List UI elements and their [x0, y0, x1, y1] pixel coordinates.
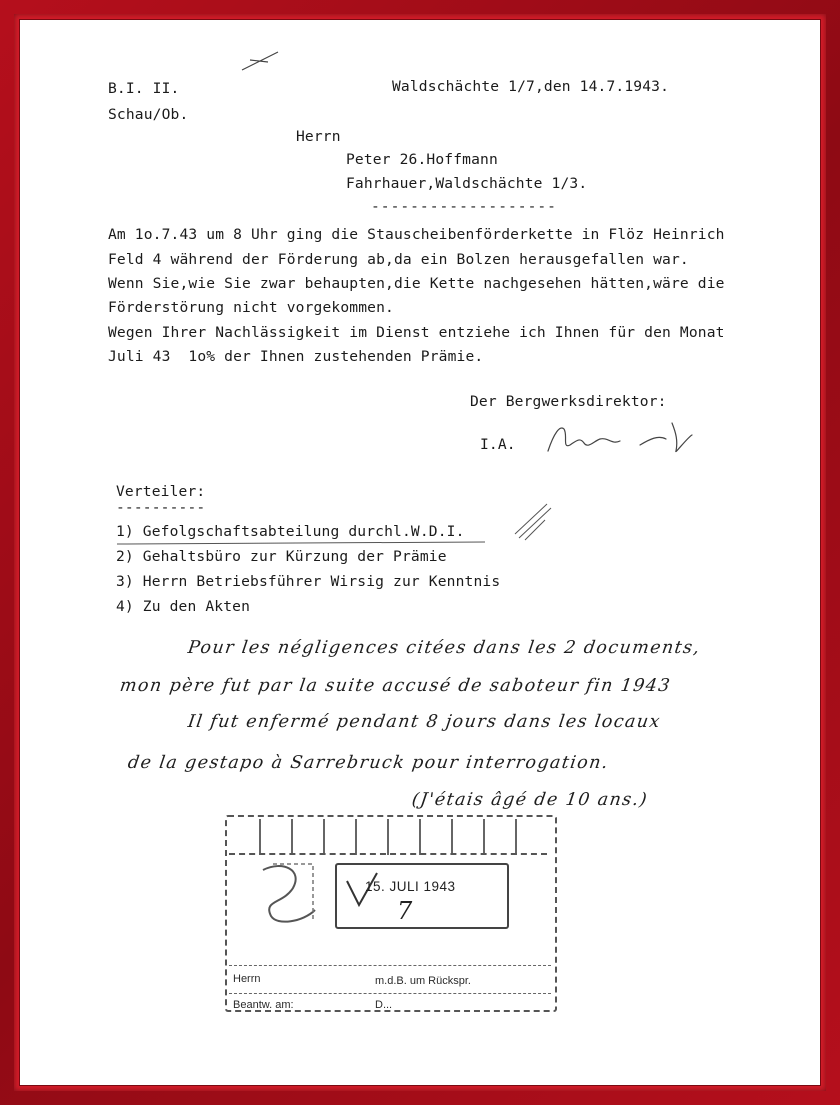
stamp-date: 15. JULI 1943	[365, 879, 456, 894]
handwritten-signature	[540, 415, 700, 465]
handwritten-note-line: (J'étais âgé de 10 ans.)	[410, 790, 650, 810]
stamp-cells	[229, 819, 547, 855]
body-line: Wenn Sie,wie Sie zwar behaupten,die Kette nachgesehen hätten,wäre die	[108, 275, 725, 292]
handwritten-note-line: mon père fut par la suite accusé de saboteur fin 1943	[118, 676, 673, 696]
stamp-label: m.d.B. um Rückspr.	[375, 975, 471, 987]
stamp-label: Beantw. am:	[233, 999, 294, 1011]
body-line: Förderstörung nicht vorgekommen.	[108, 299, 394, 316]
distribution-title: Verteiler:	[116, 483, 206, 500]
distribution-underline: ----------	[116, 499, 206, 516]
body-line: Juli 43 1o% der Ihnen zustehenden Prämie.	[108, 348, 484, 365]
pen-mark	[238, 48, 288, 78]
stamp-number: 7	[397, 897, 413, 925]
body-line: Wegen Ihrer Nachlässigkeit im Dienst entziehe ich Ihnen für den Monat	[108, 324, 725, 341]
reference-code: B.I. II.	[108, 80, 180, 97]
handwritten-note-line: Il fut enfermé pendant 8 jours dans les locaux	[186, 712, 663, 732]
recipient-role: Fahrhauer,Waldschächte 1/3.	[346, 175, 588, 192]
stamp-divider	[229, 993, 551, 994]
handwritten-note-line: Pour les négligences citées dans les 2 documents,	[186, 638, 702, 658]
signer-prefix: I.A.	[480, 436, 516, 453]
distribution-item: 2) Gehaltsbüro zur Kürzung der Prämie	[116, 548, 447, 565]
distribution-item: 4) Zu den Akten	[116, 598, 251, 615]
body-line: Feld 4 während der Förderung ab,da ein Bolzen herausgefallen war.	[108, 251, 689, 268]
stamp-label: D...	[375, 999, 393, 1011]
distribution-item: 3) Herrn Betriebsführer Wirsig zur Kenntnis	[116, 573, 501, 590]
received-stamp	[225, 815, 555, 1010]
recipient-name: Peter 26.Hoffmann	[346, 151, 498, 168]
salutation: Herrn	[296, 128, 341, 145]
author-initials: Schau/Ob.	[108, 106, 189, 123]
signer-title: Der Bergwerksdirektor:	[470, 393, 667, 410]
body-line: Am 1o.7.43 um 8 Uhr ging die Stauscheibenförderkette in Flöz Heinrich	[108, 226, 725, 243]
header-divider: -------------------	[371, 198, 557, 215]
document-page	[20, 20, 820, 1085]
place-and-date: Waldschächte 1/7,den 14.7.1943.	[392, 78, 670, 95]
distribution-item: 1) Gefolgschaftsabteilung durchl.W.D.I.	[116, 523, 465, 540]
stamp-label: Herrn	[233, 973, 261, 985]
pen-mark	[115, 498, 565, 548]
handwritten-note-line: de la gestapo à Sarrebruck pour interrogation.	[126, 753, 611, 773]
stamp-divider	[229, 965, 551, 966]
stamp-scribble-mark	[253, 860, 323, 928]
